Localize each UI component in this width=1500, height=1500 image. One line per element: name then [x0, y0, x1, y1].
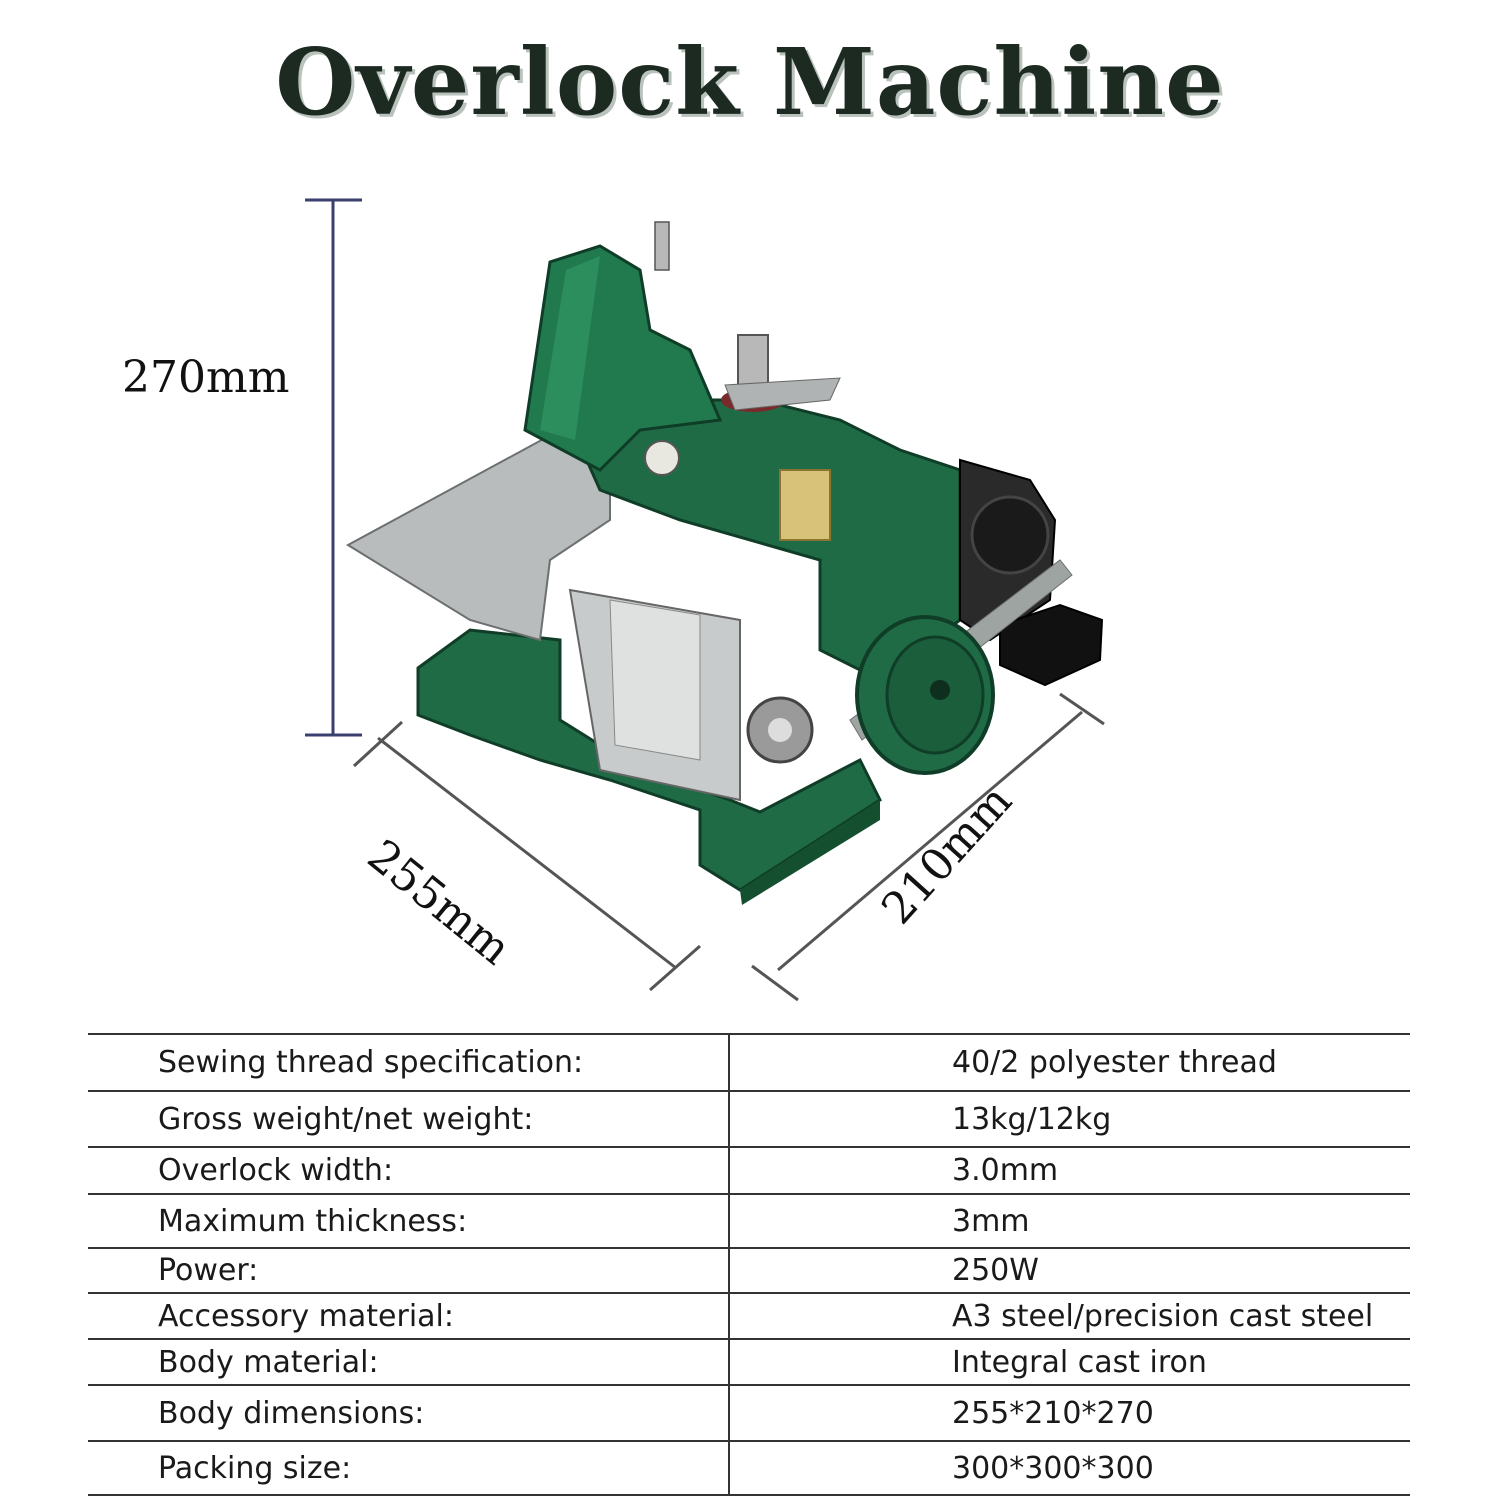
specs-table	[88, 1033, 1410, 1496]
spec-row	[88, 1034, 1410, 1091]
spec-value: 40/2 polyester thread	[729, 1034, 1410, 1091]
spec-row	[88, 1293, 1410, 1339]
spec-value: Integral cast iron	[729, 1339, 1410, 1385]
spec-label: Sewing thread specification:	[88, 1034, 729, 1091]
spec-label: Maximum thickness:	[88, 1194, 729, 1248]
spec-value: 255*210*270	[729, 1385, 1410, 1441]
depth-dimension-label: 255mm	[357, 830, 521, 976]
spec-row	[88, 1385, 1410, 1441]
spec-value: 3.0mm	[729, 1147, 1410, 1194]
spec-label: Gross weight/net weight:	[88, 1091, 729, 1147]
spec-label: Body material:	[88, 1339, 729, 1385]
spec-value: 3mm	[729, 1194, 1410, 1248]
spec-value: A3 steel/precision cast steel	[729, 1293, 1410, 1339]
spec-value: 300*300*300	[729, 1441, 1410, 1495]
spec-value: 13kg/12kg	[729, 1091, 1410, 1147]
spec-row	[88, 1194, 1410, 1248]
spec-label: Power:	[88, 1248, 729, 1293]
spec-label: Packing size:	[88, 1441, 729, 1495]
height-dimension-label: 270mm	[122, 352, 290, 403]
page-title: Overlock Machine	[275, 28, 1225, 136]
spec-label: Overlock width:	[88, 1147, 729, 1194]
spec-row	[88, 1091, 1410, 1147]
spec-value: 250W	[729, 1248, 1410, 1293]
spec-row	[88, 1248, 1410, 1293]
width-dimension-label: 210mm	[872, 775, 1022, 935]
spec-row	[88, 1147, 1410, 1194]
spec-row	[88, 1441, 1410, 1495]
spec-label: Body dimensions:	[88, 1385, 729, 1441]
spec-label: Accessory material:	[88, 1293, 729, 1339]
spec-row	[88, 1339, 1410, 1385]
